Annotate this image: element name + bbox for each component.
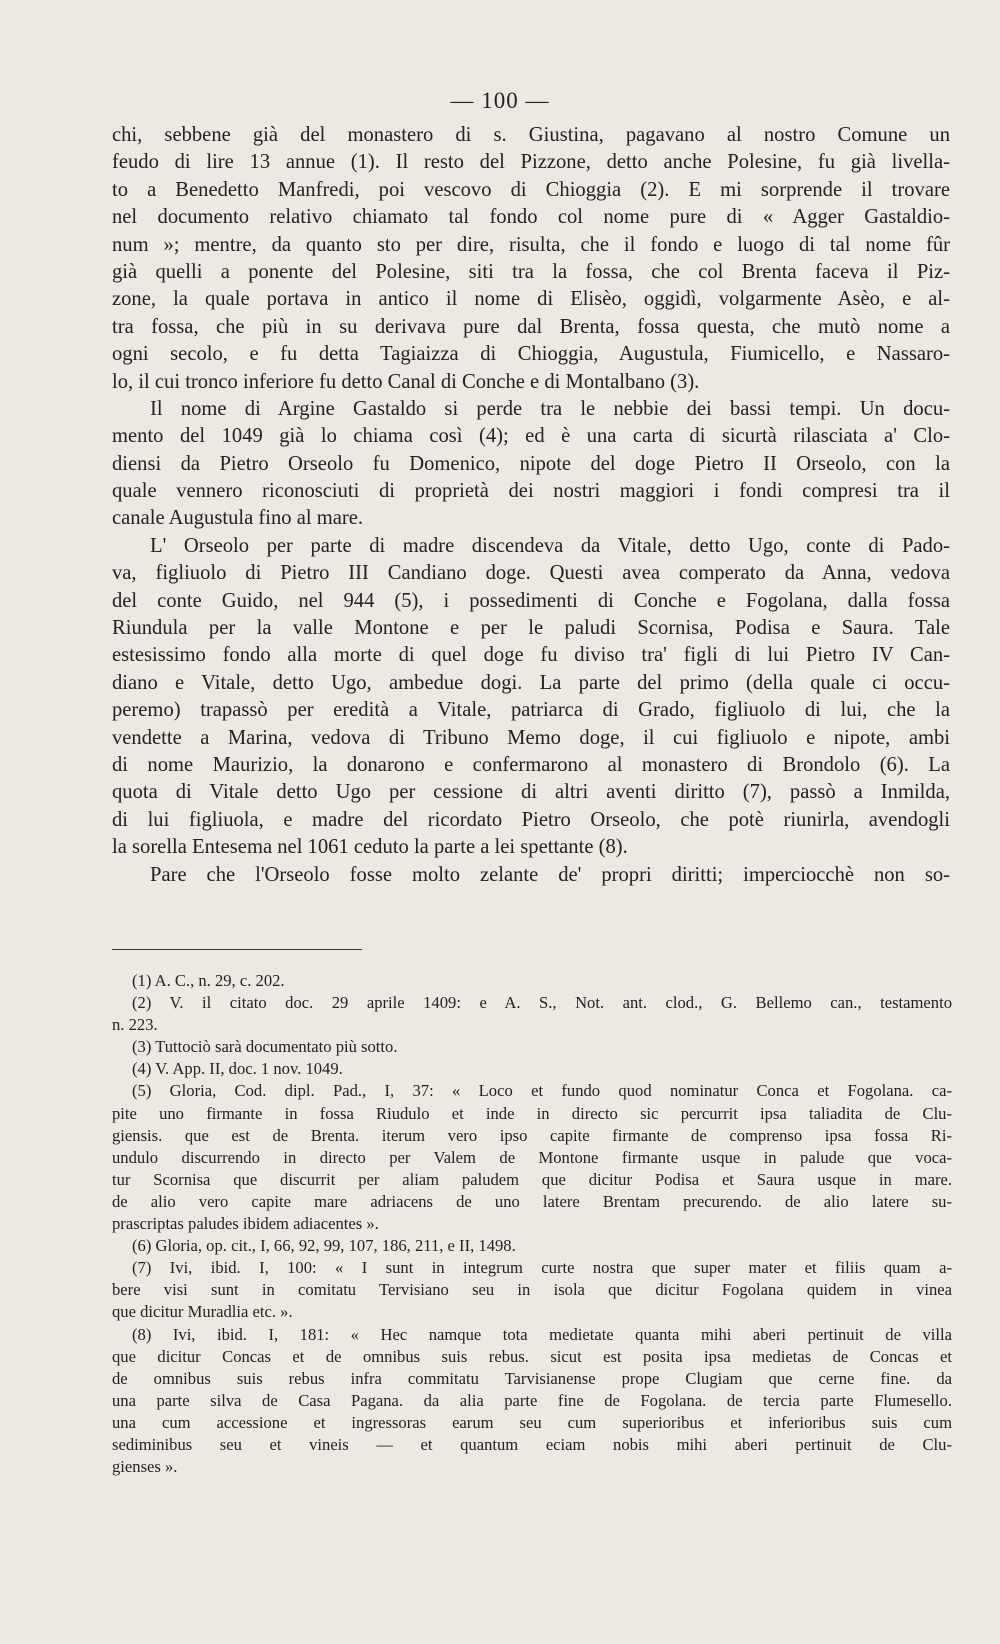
footnote-line: undulo discurrendo in directo per Valem de Montone firmante usque in palude que voca- [112,1147,952,1167]
footnote-line: una cum accessione et ingressoras earum seu cum superioribus et inferioribus suis cum [112,1412,952,1432]
footnote-line: de alio vero capite mare adriacens de uno latere Brentam precurendo. de alio latere su- [112,1191,952,1211]
footnote-line: tur Scornisa que discurrit per aliam paludem que dicitur Podisa et Saura usque in mare. [112,1169,952,1189]
text-line: tra fossa, che più in su derivava pure dal Brenta, fossa questa, che mutò nome a [112,315,950,338]
footnote-line: sediminibus seu et vineis — et quantum eciam nobis mihi aberi pertinuit de Clu- [112,1434,952,1454]
text-line: lo, il cui tronco inferiore fu detto Canal di Conche e di Montalbano (3). [112,370,700,393]
footnote-line: prascriptas paludes ibidem adiacentes ». [112,1214,379,1234]
footnote-line: (2) V. il citato doc. 29 aprile 1409: e A. S., Not. ant. clod., G. Bellemo can., testamento [132,993,952,1013]
main-text [112,122,950,889]
footnotes [112,970,952,1478]
text-line: di lui figliuola, e madre del ricordato Pietro Orseolo, che potè riunirla, avendogli [112,808,950,831]
text-line: del conte Guido, nel 944 (5), i possedimenti di Conche e Fogolana, dalla fossa [112,589,950,612]
text-line: num »; mentre, da quanto sto per dire, risulta, che il fondo e luogo di tal nome fûr [112,233,950,256]
text-line: ogni secolo, e fu detta Tagiaizza di Chioggia, Augustula, Fiumicello, e Nassaro- [112,343,950,366]
footnote-line: (7) Ivi, ibid. I, 100: « I sunt in integrum curte nostra que super mater et filiis quam a- [132,1258,952,1278]
text-line: quale vennero riconosciuti di proprietà dei nostri maggiori i fondi compresi tra il [112,480,950,503]
text-line: to a Benedetto Manfredi, poi vescovo di Chioggia (2). E mi sorprende il trovare [112,178,950,201]
text-line: Riundula per la valle Montone e per le paludi Scornisa, Podisa e Saura. Tale [112,617,950,640]
footnote-line: (8) Ivi, ibid. I, 181: « Hec namque tota medietate quanta mihi aberi pertinuit de villa [132,1324,952,1344]
text-line: di nome Maurizio, la donarono e confermarono al monastero di Brondolo (6). La [112,753,950,776]
footnote-line: que dicitur Muradlia etc. ». [112,1302,293,1322]
footnote-line: n. 223. [112,1015,158,1035]
text-line: la sorella Entesema nel 1061 ceduto la parte a lei spettante (8). [112,836,628,859]
text-line: L' Orseolo per parte di madre discendeva da Vitale, detto Ugo, conte di Pado- [150,534,950,557]
footnote-line: de omnibus suis rebus infra commitatu Tarvisianense prope Clugiam que cerne fine. da [112,1368,952,1388]
footnote-line: una parte silva de Casa Pagana. da alia parte fine de Fogolana. de tercia parte Flumesello. [112,1390,952,1410]
footnote-line: pite uno firmante in fossa Riudulo et inde in directo sic percurrit ipsa taliadita de Clu- [112,1103,952,1123]
footnote-line: (5) Gloria, Cod. dipl. Pad., I, 37: « Loco et fundo quod nominatur Conca et Fogolana. ca- [132,1081,952,1101]
text-line: mento del 1049 già lo chiama così (4); ed è una carta di sicurtà rilasciata a' Clo- [112,425,950,448]
text-line: diano e Vitale, detto Ugo, ambedue dogi. La parte del primo (della quale ci occu- [112,671,950,694]
page-number: — 100 — [450,88,550,113]
text-line: peremo) trapassò per eredità a Vitale, patriarca di Grado, figliuolo di lui, che la [112,699,950,722]
text-line: estesissimo fondo alla morte di quel doge fu diviso tra' figli di lui Pietro IV Can- [112,644,950,667]
footnote-line: (1) A. C., n. 29, c. 202. [132,971,285,990]
footnote-line: que dicitur Concas et de omnibus suis rebus. sicut est posita ipsa medietas de Concas et [112,1346,952,1366]
text-line: già quelli a ponente del Polesine, siti tra la fossa, che col Brenta faceva il Piz- [112,260,950,283]
text-line: vendette a Marina, vedova di Tribuno Memo doge, il cui figliuolo e nipote, ambi [112,726,950,749]
text-line: chi, sebbene già del monastero di s. Giustina, pagavano al nostro Comune un [112,124,950,146]
footnote-divider [112,949,362,950]
footnote-line: (6) Gloria, op. cit., I, 66, 92, 99, 107, 186, 211, e II, 1498. [132,1236,516,1256]
text-line: feudo di lire 13 annue (1). Il resto del Pizzone, detto anche Polesine, fu già livella- [112,151,950,174]
footnote-line: (4) V. App. II, doc. 1 nov. 1049. [132,1059,343,1079]
footnote-line: (3) Tuttociò sarà documentato più sotto. [132,1037,398,1057]
footnote-line: gienses ». [112,1457,178,1477]
text-line: quota di Vitale detto Ugo per cessione di altri aventi diritto (7), passò a Inmilda, [112,781,950,804]
text-line: nel documento relativo chiamato tal fondo col nome pure di « Agger Gastaldio- [112,206,950,229]
text-line: Pare che l'Orseolo fosse molto zelante de' propri diritti; imperciocchè non so- [150,863,950,886]
text-line: va, figliuolo di Pietro III Candiano doge. Questi avea comperato da Anna, vedova [112,562,950,585]
text-line: diensi da Pietro Orseolo fu Domenico, nipote del doge Pietro II Orseolo, con la [112,452,950,475]
footnote-line: bere visi sunt in comitatu Tervisiano seu in isola que dicitur Fogolana quidem in vinea [112,1280,952,1300]
footnote-line: giensis. que est de Brenta. iterum vero ipso capite firmante de comprenso ipsa fossa Ri- [112,1125,952,1145]
text-line: canale Augustula fino al mare. [112,507,364,530]
text-line: zone, la quale portava in antico il nome di Elisèo, oggidì, volgarmente Asèo, e al- [112,288,950,311]
text-line: Il nome di Argine Gastaldo si perde tra le nebbie dei bassi tempi. Un docu- [150,397,950,420]
